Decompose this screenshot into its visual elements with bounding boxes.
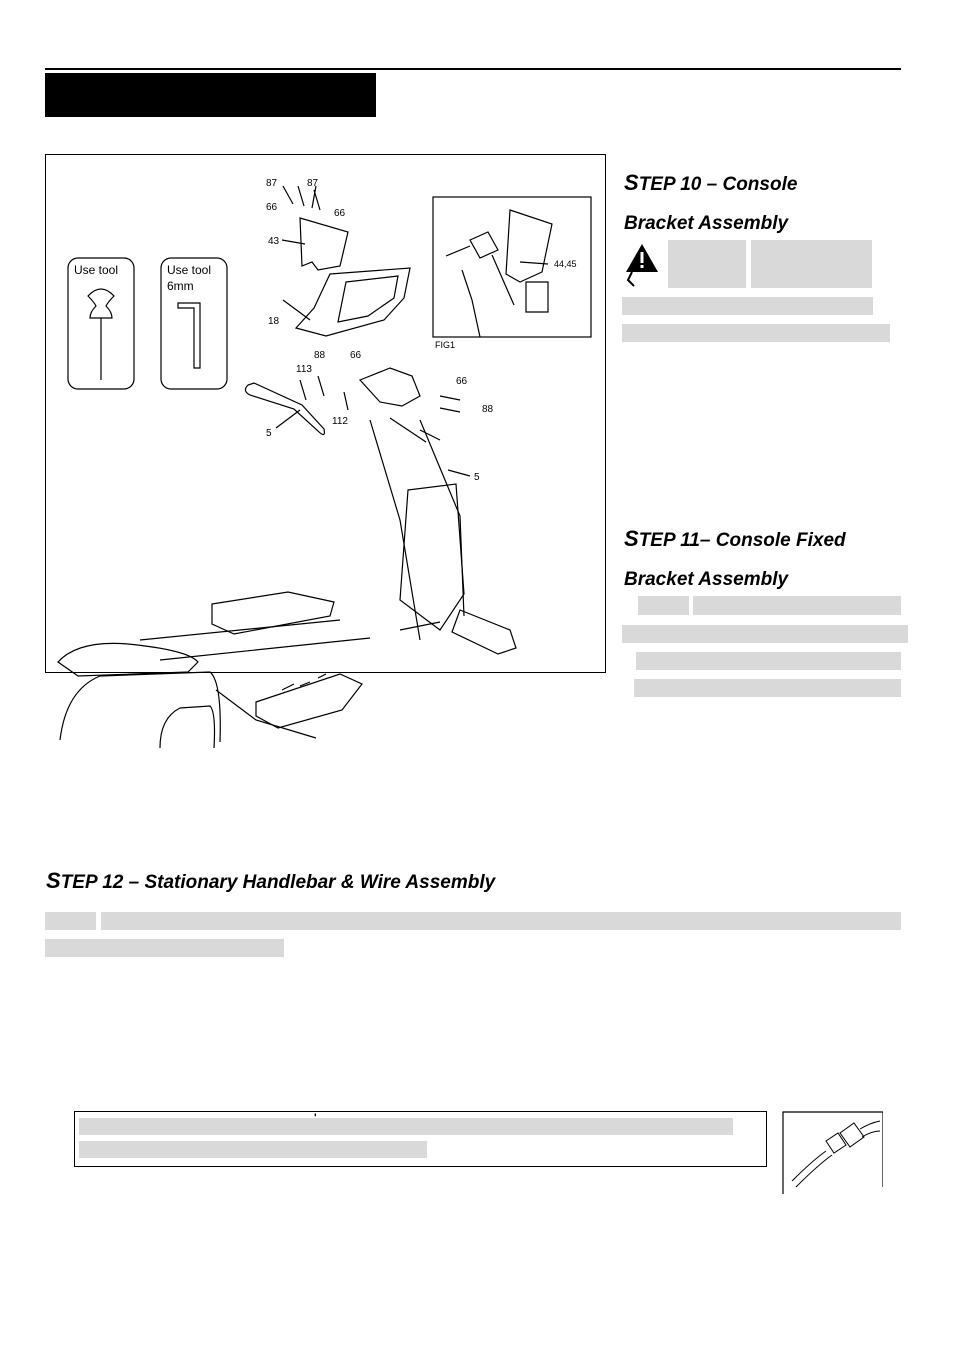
mast-top-bracket <box>360 368 420 406</box>
part-18-console-cover <box>296 268 410 336</box>
inset-console-bracket <box>506 210 552 282</box>
leader-5a <box>276 410 300 428</box>
hardware-bolts-mid <box>300 376 460 412</box>
step11-redacted-5 <box>634 679 901 697</box>
frame-mast <box>370 420 464 640</box>
frame-body <box>400 484 464 630</box>
hardware-bolts-top <box>283 186 320 210</box>
part-43-bracket <box>300 218 348 270</box>
callout-87-left: 87 <box>266 178 278 189</box>
step10-title <box>624 172 797 194</box>
warning-icon <box>622 242 662 288</box>
step10-title-cap: S <box>624 170 639 195</box>
inset-frame-parts <box>462 255 548 337</box>
tool-label-1: Use tool <box>74 263 119 277</box>
step10-title-rest: TEP 10 – Console <box>638 174 798 195</box>
callout-88-top: 88 <box>314 350 326 361</box>
step11-redacted-1 <box>638 596 689 615</box>
tool-label-2: Use tool <box>167 263 212 277</box>
step10-redacted-3 <box>622 297 873 315</box>
base-housing-window <box>160 706 215 748</box>
leader-5b <box>448 470 470 476</box>
callout-66-mid: 66 <box>350 350 362 361</box>
note-mark: ' <box>314 1112 317 1124</box>
handlebar-grip <box>245 383 324 435</box>
step10-subtitle: Bracket Assembly <box>624 213 789 234</box>
note-redacted-1 <box>79 1118 733 1135</box>
pedal-right-treads <box>282 674 326 690</box>
wire-left <box>792 1151 832 1187</box>
callout-5-right: 5 <box>474 472 480 483</box>
wrench-tool-icon <box>88 289 114 318</box>
inset-part-label: 44,45 <box>554 259 577 269</box>
callout-5-left: 5 <box>266 428 272 439</box>
step12-title-cap: S <box>46 868 61 893</box>
callout-66-right: 66 <box>334 208 346 219</box>
callout-87-right: 87 <box>307 178 319 189</box>
callout-66-left: 66 <box>266 202 278 213</box>
step11-redacted-2 <box>693 596 901 615</box>
connector-plug-right <box>840 1123 864 1147</box>
step11-subtitle: Bracket Assembly <box>624 569 789 590</box>
step12-redacted-1 <box>45 912 96 930</box>
allen-key-icon <box>178 303 200 368</box>
step11-title-cap: S <box>624 526 639 551</box>
step10-redacted-4 <box>622 324 890 342</box>
note-redacted-2 <box>79 1141 427 1158</box>
step11-title-rest: TEP 11– Console Fixed <box>638 530 846 551</box>
rear-roller <box>452 610 516 654</box>
step11-redacted-3 <box>622 625 908 643</box>
connector-plug-left <box>826 1133 846 1153</box>
callout-18: 18 <box>268 316 280 327</box>
base-shroud <box>58 643 198 676</box>
inset-fig-label: FIG1 <box>435 340 456 350</box>
wire-right <box>860 1121 880 1137</box>
callout-43: 43 <box>268 236 280 247</box>
callout-66-far: 66 <box>456 376 468 387</box>
pedal-left <box>212 592 334 634</box>
callout-113: 113 <box>296 364 312 375</box>
step12-redacted-3 <box>45 939 284 957</box>
callout-112: 112 <box>332 416 348 427</box>
step12-redacted-2 <box>101 912 901 930</box>
base-rail <box>216 690 316 738</box>
step11-redacted-4 <box>636 652 901 670</box>
step11-title <box>624 528 846 550</box>
tool-label-2-size: 6mm <box>167 279 194 293</box>
leader-18 <box>283 300 310 320</box>
frame-links <box>390 418 440 442</box>
step12-title-rest: TEP 12 – Stationary Handlebar & Wire Assembly <box>60 872 496 893</box>
callout-88-far: 88 <box>482 404 494 415</box>
wire-connector-figure <box>782 1111 883 1194</box>
step10-redacted-2 <box>751 240 872 288</box>
step10-redacted-1 <box>668 240 746 288</box>
step12-title <box>46 870 495 892</box>
inset-bracket-bolts <box>446 232 498 258</box>
